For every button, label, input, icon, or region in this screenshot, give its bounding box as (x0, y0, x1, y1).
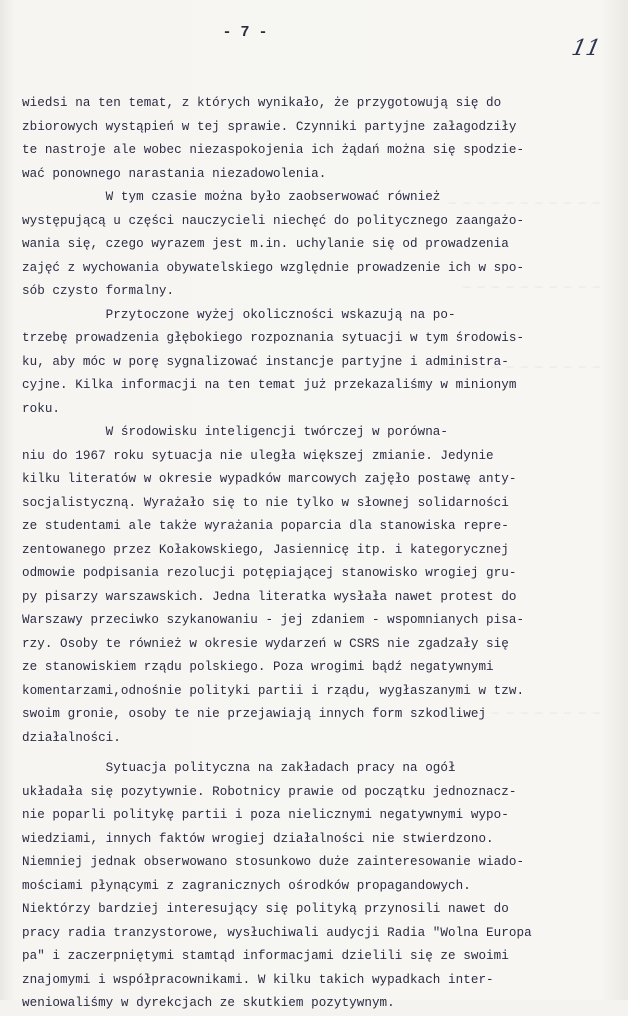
text-line: ze studentami ale także wyrażania poparcia dla stanowiska repre- (22, 519, 509, 533)
paragraph (22, 421, 622, 750)
paragraph (22, 92, 622, 186)
text-line: W tym czasie można było zaobserwować również (22, 190, 441, 204)
page-number: - 7 - (222, 24, 268, 41)
text-line: układała się pozytywnie. Robotnicy prawie od początku jednoznacz- (22, 784, 517, 799)
text-line: zajęć z wychowania obywatelskiego względnie prowadzenie ich w spo- (22, 260, 525, 275)
text-line: roku. (22, 401, 61, 416)
text-line: wać ponownego narastania niezadowolenia. (22, 166, 327, 181)
text-line: Przytoczone wyżej okoliczności wskazują na po- (22, 307, 456, 322)
text-line: zentowanego przez Kołakowskiego, Jasiennicę itp. i kategorycznej (22, 542, 509, 557)
text-line: niu do 1967 roku sytuacja nie uległa większej zmianie. Jedynie (22, 448, 494, 463)
text-line: py pisarzy warszawskich. Jedna literatka wysłała nawet protest do (22, 589, 517, 604)
text-line: cyjne. Kilka informacji na ten temat już przekazaliśmy w minionym (22, 378, 517, 392)
text-line: nie poparli politykę partii i poza nielicznymi negatywnymi wypo- (22, 808, 509, 822)
paragraph (22, 304, 622, 422)
text-line: sób czysto formalny. (22, 284, 175, 298)
typewritten-body (22, 92, 622, 1016)
text-line: kilku literatów w okresie wypadków marcowych zajęło postawę anty- (22, 472, 517, 486)
text-line: Niektórzy bardziej interesujący się polityką przynosili nawet do (22, 902, 509, 916)
text-line: odmowie podpisania rezolucji potępiającej stanowisko wrogiej gru- (22, 566, 517, 580)
text-line: weniowaliśmy w dyrekcjach ze skutkiem pozytywnym. (22, 996, 395, 1010)
bleed-through: — — — — — — — — — — (463, 706, 600, 720)
text-line: wiedziami, innych faktów wrogiej działalności nie stwierdzono. (22, 831, 494, 846)
text-line: Niemniej jednak obserwowano stosunkowo duże zainteresowanie wiado- (22, 855, 525, 869)
text-line: mościami płynącymi z zagranicznych ośrodków propagandowych. (22, 878, 471, 893)
paragraph-gap (22, 750, 622, 757)
text-line: wiedsi na ten temat, z których wynikało, że przygotowują się do (22, 96, 502, 110)
text-line: występującą u części nauczycieli niechęć do politycznego zaangażo- (22, 213, 525, 228)
paragraph (22, 757, 622, 1016)
handwritten-page-number: 11 (569, 36, 603, 61)
text-line: swoim gronie, osoby te nie przejawiają innych form szkodliwej (22, 707, 487, 721)
text-line: socjalistyczną. Wyrażało się to nie tylko w słownej solidarności (22, 495, 509, 510)
text-line: komentarzami,odnośnie polityki partii i rządu, wygłaszanymi w tzw. (22, 683, 525, 698)
text-line: wania się, czego wyrazem jest m.in. uchylanie się od prowadzenia (22, 237, 509, 251)
text-line: W środowisku inteligencji twórczej w porówna- (22, 425, 449, 439)
text-line: zbiorowych wystąpień w tej sprawie. Czynniki partyjne załagodziły (22, 119, 517, 134)
text-line: trzebę prowadzenia głębokiego rozpoznania sytuacji w tym środowis- (22, 331, 525, 345)
text-line: rzy. Osoby te również w okresie wydarzeń w CSRS nie zgadzały się (22, 636, 509, 651)
bleed-through: — — — — — — — — — — (463, 280, 600, 294)
text-line: znajomymi i współpracownikami. W kilku takich wypadkach inter- (22, 972, 494, 987)
bleed-through: — — — — — — — — — — — (448, 360, 600, 374)
text-line: Sytuacja polityczna na zakładach pracy na ogół (22, 761, 456, 775)
text-line: działalności. (22, 730, 121, 745)
text-line: te nastroje ale wobec niezaspokojenia ich żądań można się spodzie- (22, 143, 525, 157)
text-line: pa" i zaczerpniętymi stamtąd informacjami dzielili się ze swoimi (22, 949, 509, 963)
bleed-through: — — — — — — — — — — — (448, 196, 600, 210)
text-line: pracy radia tranzystorowe, wysłuchiwali audycji Radia "Wolna Europa (22, 925, 532, 940)
paragraph (22, 186, 622, 304)
text-line: ku, aby móc w porę sygnalizować instancje partyjne i administra- (22, 354, 509, 369)
text-line: Warszawy przeciwko szykanowaniu - jej zdaniem - wspomnianych pisa- (22, 613, 525, 627)
text-line: ze stanowiskiem rządu polskiego. Poza wrogimi bądź negatywnymi (22, 660, 494, 674)
